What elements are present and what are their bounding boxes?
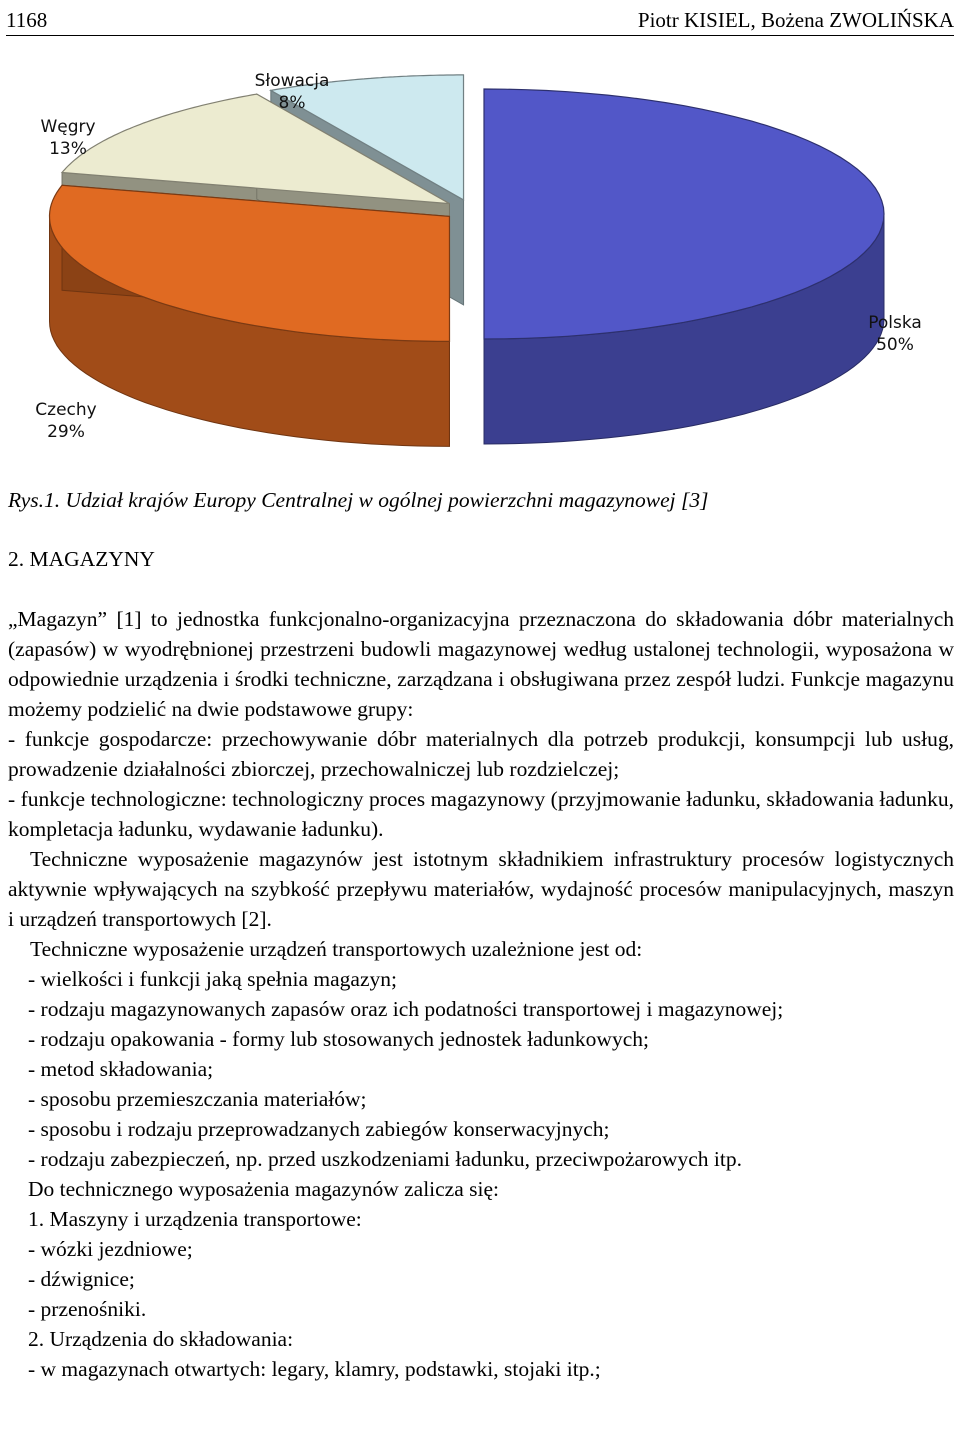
list-item: - rodzaju zabezpieczeń, np. przed uszkodzeniami ładunku, przeciwpożarowych itp. xyxy=(28,1147,742,1171)
paragraph: Techniczne wyposażenie urządzeń transportowych uzależnione jest od: xyxy=(30,937,643,961)
slice-label-value: 29% xyxy=(47,422,85,442)
list-item: - rodzaju opakowania - formy lub stosowanych jednostek ładunkowych; xyxy=(28,1027,649,1051)
paragraph: „Magazyn” [1] to jednostka funkcjonalno-organizacyjna przeznaczona do składowania dóbr materialnych (zapasów) w wyodrębnionej przestrzeni budowli magazynowej według ustalonej technologii, wyposażona w odpowiednie urządzenia i środki techniczne, zarządzana i obsługiwana przez zespół ludzi. Funkcje magazynu możemy podzielić na dwie podstawowe grupy: xyxy=(8,607,954,721)
list-item: - rodzaju magazynowanych zapasów oraz ich podatności transportowej i magazynowej; xyxy=(28,997,784,1021)
list-item: - wielkości i funkcji jaką spełnia magazyn; xyxy=(28,967,397,991)
list-item: - metod składowania; xyxy=(28,1057,214,1081)
pie-chart xyxy=(0,60,960,460)
pie-slice-polska xyxy=(484,89,884,444)
page-header xyxy=(6,3,954,36)
list-item: 1. Maszyny i urządzenia transportowe: xyxy=(28,1207,362,1231)
paragraph: Techniczne wyposażenie magazynów jest istotnym składnikiem infrastruktury procesów logistycznych aktywnie wpływających na szybkość przepływu materiałów, wydajność procesów manipulacyjnych, maszyn i urządzeń transportowych [2]. xyxy=(8,847,954,931)
slice-label-name: Węgry xyxy=(40,117,96,137)
list-item: 2. Urządzenia do składowania: xyxy=(28,1327,294,1351)
slice-label-value: 8% xyxy=(278,93,306,113)
slice-label-name: Polska xyxy=(868,313,922,333)
list-item: - wózki jezdniowe; xyxy=(28,1237,193,1261)
list-item: Do technicznego wyposażenia magazynów zalicza się: xyxy=(28,1177,499,1201)
figure-caption: Rys.1. Udział krajów Europy Centralnej w ogólnej powierzchni magazynowej [3] xyxy=(8,488,709,512)
list-item: - sposobu i rodzaju przeprowadzanych zabiegów konserwacyjnych; xyxy=(28,1117,610,1141)
list-item: - przenośniki. xyxy=(28,1297,147,1321)
pie-slice-czechy xyxy=(50,185,450,446)
list-item: - dźwignice; xyxy=(28,1267,135,1291)
paragraph: - funkcje technologiczne: technologiczny proces magazynowy (przyjmowanie ładunku, składowania ładunku, kompletacja ładunku, wydawanie ładunku). xyxy=(8,787,954,841)
body-text xyxy=(8,604,954,1384)
section-title: 2. MAGAZYNY xyxy=(8,547,155,571)
slice-label-name: Czechy xyxy=(35,400,97,420)
slice-label-value: 13% xyxy=(49,139,87,159)
page-number: 1168 xyxy=(6,8,48,32)
slice-label-value: 50% xyxy=(876,335,914,355)
paragraph: - funkcje gospodarcze: przechowywanie dóbr materialnych dla potrzeb produkcji, konsumpcji lub usług, prowadzenie działalności zbiorczej, przechowalniczej lub rozdzielczej; xyxy=(8,727,954,781)
list-item: - sposobu przemieszczania materiałów; xyxy=(28,1087,367,1111)
slice-label-name: Słowacja xyxy=(254,71,330,91)
list-item: - w magazynach otwartych: legary, klamry, podstawki, stojaki itp.; xyxy=(28,1357,601,1381)
running-head-authors: Piotr KISIEL, Bożena ZWOLIŃSKA xyxy=(637,8,954,32)
